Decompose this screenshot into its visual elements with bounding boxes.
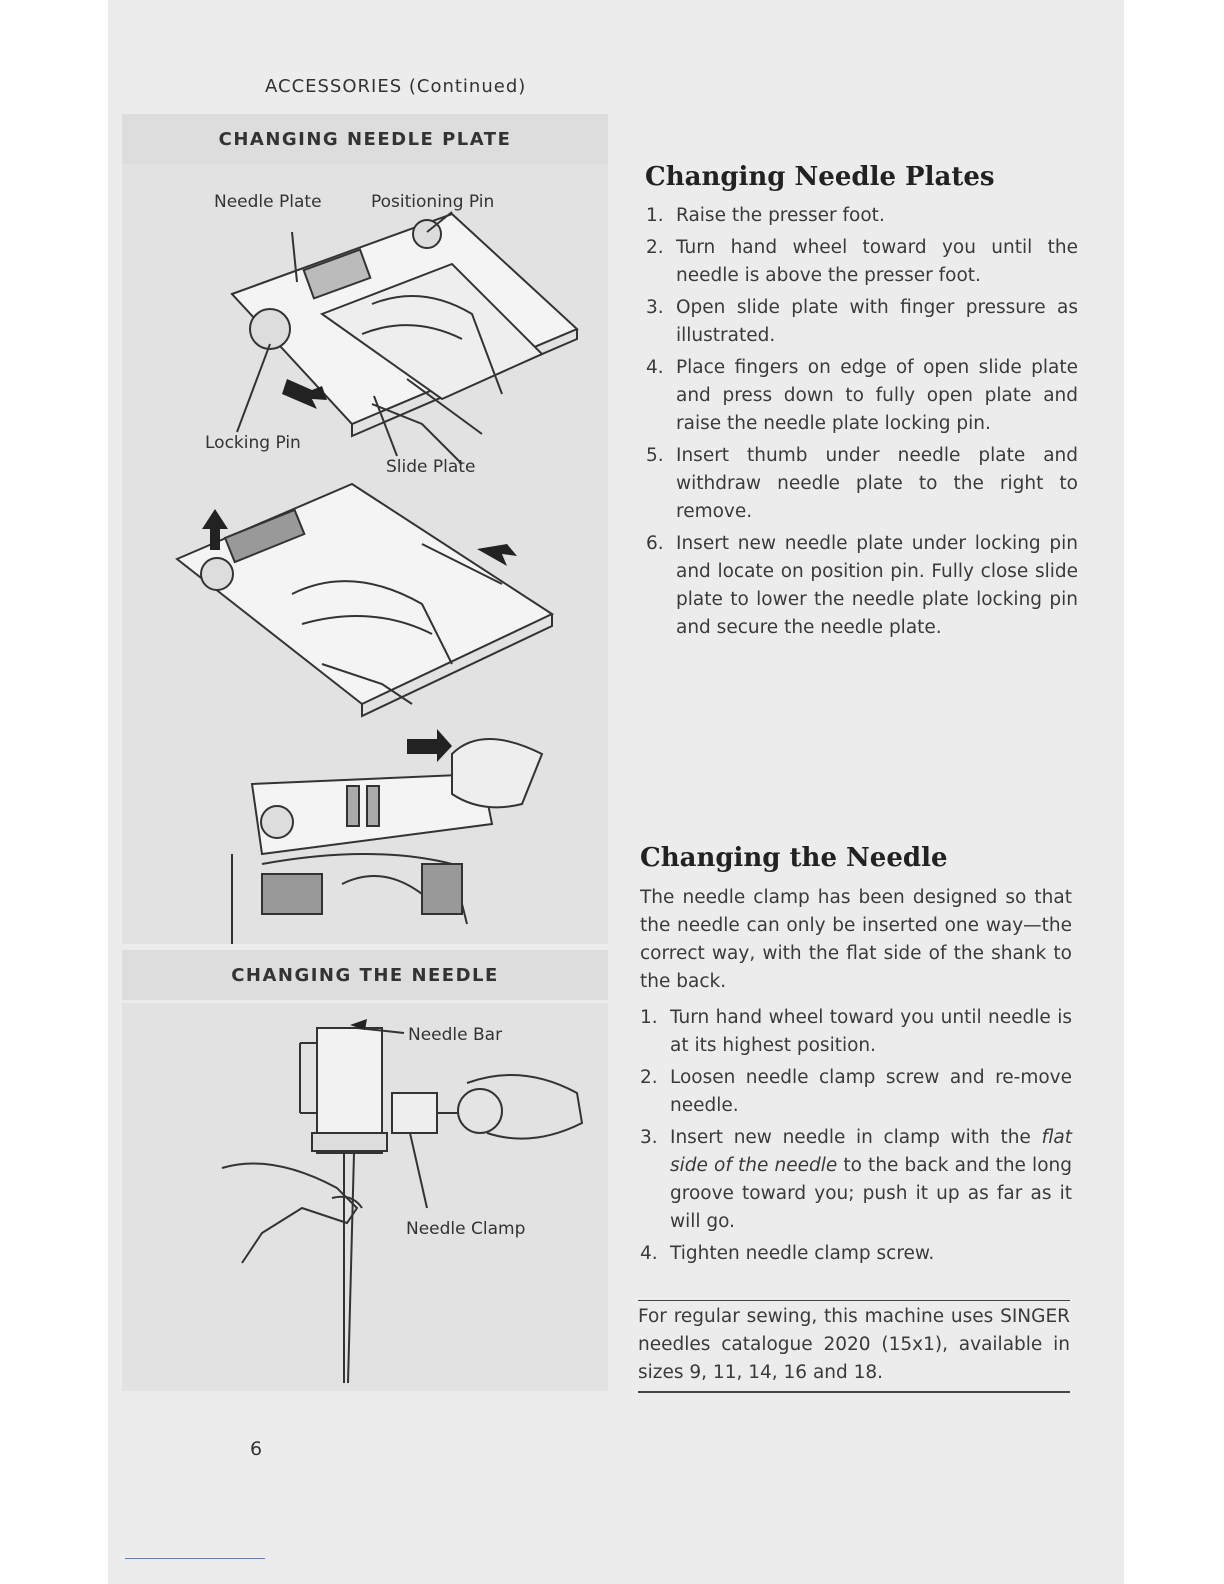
needle-figure-title: CHANGING THE NEEDLE: [122, 950, 608, 1000]
callout-needle-bar: Needle Bar: [408, 1025, 503, 1045]
list-item: [646, 234, 1078, 290]
list-item: [640, 1004, 1072, 1060]
step-text: Tighten needle clamp screw.: [670, 1243, 935, 1264]
callout-locking-pin: Locking Pin: [205, 433, 301, 453]
divider: [125, 1558, 265, 1559]
step-text-before: Insert new needle in clamp with the: [670, 1127, 1042, 1148]
section-label: ACCESSORIES (Continued): [265, 76, 527, 97]
step-number: 1.: [640, 1007, 658, 1028]
changing-needle-plates-heading: Changing Needle Plates: [645, 162, 995, 192]
callout-positioning-pin: Positioning Pin: [371, 192, 495, 212]
page-number: 6: [250, 1438, 263, 1460]
step-number: 6.: [646, 533, 664, 554]
step-text: Insert new needle plate under locking pin and locate on position pin. Fully close slide plate to lower the needle plate locking pin and secure the needle plate.: [676, 533, 1078, 638]
step-number: 3.: [646, 297, 664, 318]
page-margin: [0, 0, 108, 1584]
list-item: [640, 1064, 1072, 1120]
changing-the-needle-intro: The needle clamp has been designed so that the needle can only be inserted one way—the correct way, with the flat side of the shank to the back.: [640, 887, 1072, 992]
callout-needle-plate: Needle Plate: [214, 192, 322, 212]
step-text: Raise the presser foot.: [676, 205, 885, 226]
list-item: [646, 354, 1078, 438]
step-number: 2.: [646, 237, 664, 258]
needle-illustration: [122, 1003, 608, 1391]
list-item: [640, 1240, 1072, 1268]
step-text: Loosen needle clamp screw and re-move needle.: [670, 1067, 1072, 1116]
list-item: [646, 530, 1078, 642]
list-item: [646, 294, 1078, 350]
needle-plate-illustration: [122, 164, 608, 944]
step-text-after: to the back and the long groove toward you; push it up as far as it will go.: [670, 1155, 1072, 1232]
step-text: Turn hand wheel toward you until the needle is above the presser foot.: [676, 237, 1078, 286]
step-text: [670, 1124, 1072, 1236]
step-text: Turn hand wheel toward you until needle is at its highest position.: [670, 1007, 1072, 1056]
needle-steps: [640, 1004, 1072, 1272]
step-text: Place fingers on edge of open slide plate and press down to fully open plate and raise the needle plate locking pin.: [676, 357, 1078, 434]
step-text: Open slide plate with finger pressure as illustrated.: [676, 297, 1078, 346]
step-number: 5.: [646, 445, 664, 466]
needle-catalogue-note: For regular sewing, this machine uses SINGER needles catalogue 2020 (15x1), available in sizes 9, 11, 14, 16 and 18.: [638, 1300, 1070, 1393]
step-number: 3.: [640, 1127, 658, 1148]
needle-plate-steps: [646, 202, 1078, 646]
step-number: 4.: [646, 357, 664, 378]
changing-the-needle-heading: Changing the Needle: [640, 843, 948, 873]
step-number: 4.: [640, 1243, 658, 1264]
needle-plate-figure-title: CHANGING NEEDLE PLATE: [122, 114, 608, 164]
callout-needle-clamp: Needle Clamp: [406, 1219, 526, 1239]
callout-slide-plate: Slide Plate: [386, 457, 476, 477]
list-item: [640, 1124, 1072, 1236]
step-text: Insert thumb under needle plate and withdraw needle plate to the right to remove.: [676, 445, 1078, 522]
list-item: [646, 202, 1078, 230]
step-number: 2.: [640, 1067, 658, 1088]
step-text-emphasis: flat side of the needle: [670, 1127, 1072, 1176]
list-item: [646, 442, 1078, 526]
step-number: 1.: [646, 205, 664, 226]
